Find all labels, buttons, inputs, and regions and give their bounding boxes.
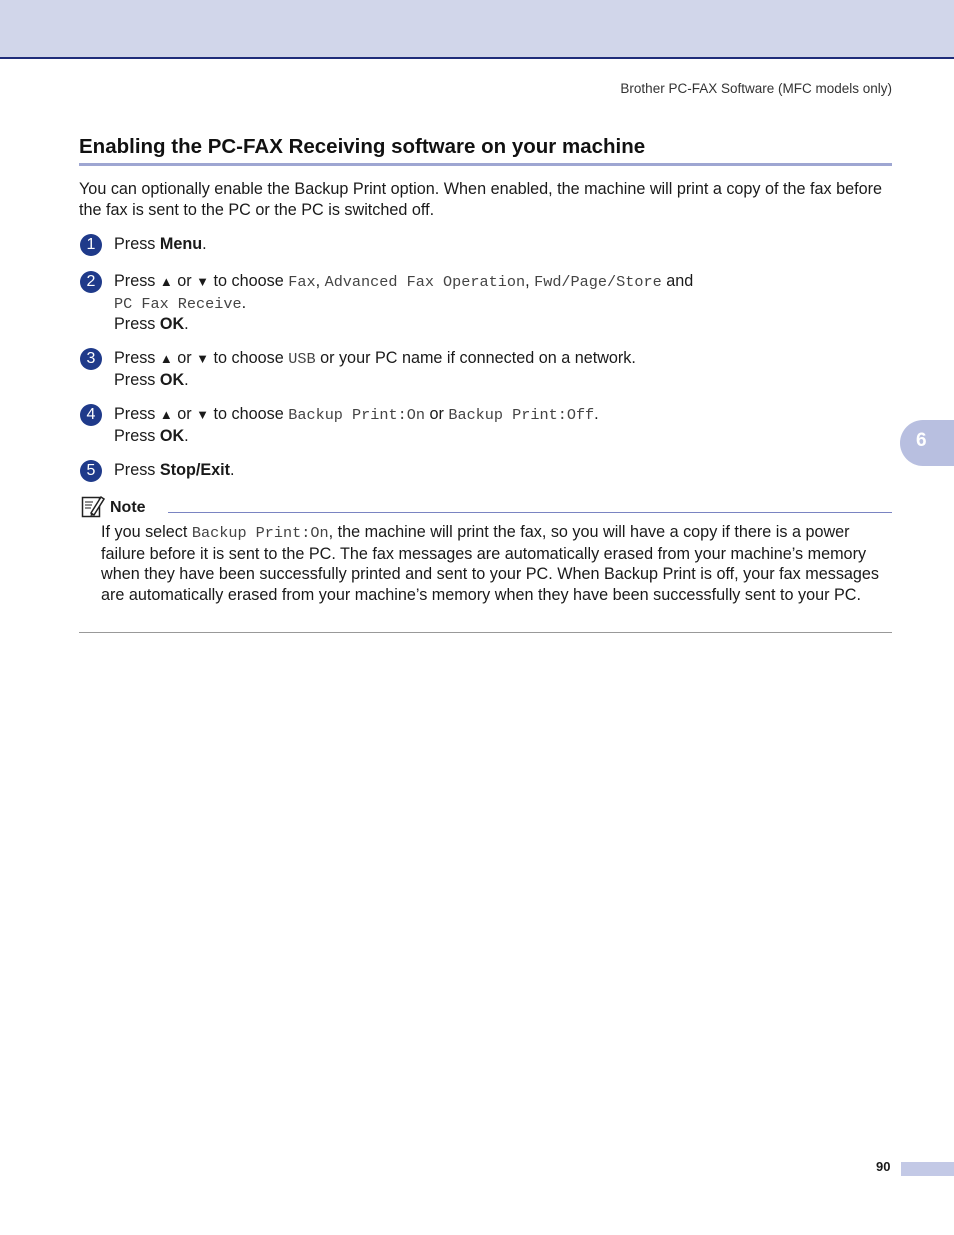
step-text-part: .: [184, 426, 189, 445]
step-text-part: .: [184, 315, 189, 333]
note-text-part: If you select: [101, 523, 192, 541]
step-text: [114, 348, 874, 390]
note-pencil-icon: [81, 494, 105, 518]
note-text: [101, 522, 891, 605]
menu-option: USB: [288, 350, 316, 368]
up-arrow-icon: ▲: [159, 351, 173, 366]
note-label: Note: [110, 499, 146, 516]
chapter-number: 6: [916, 430, 927, 451]
note-divider: [168, 512, 892, 513]
down-arrow-icon: ▼: [196, 351, 210, 366]
step-text-part: Press: [114, 272, 160, 290]
ok-key-label: OK: [159, 426, 185, 445]
step-text-part: .: [594, 405, 599, 423]
running-header: Brother PC-FAX Software (MFC models only): [620, 81, 892, 96]
note-text-part: , the machine will print the fax, so you will have a copy if there is a power failure before it is sent to the PC. The fax messages are automatically erased from your machine’s memory when they have been successfully printed and sent to your PC. When Backup Print is off, your fax messages are automatically erased from your machine’s memory when they have been successfully sent to your PC.: [101, 523, 880, 604]
menu-option: Advanced Fax Operation: [324, 273, 526, 291]
step-number-badge: 2: [80, 271, 102, 293]
menu-option: Backup Print:On: [288, 406, 425, 424]
section-title: Enabling the PC-FAX Receiving software on your machine: [79, 135, 892, 166]
step-text-part: ,: [315, 272, 325, 290]
menu-option: Backup Print:On: [191, 524, 329, 542]
step-text-part: Press: [114, 370, 160, 389]
step-text-part: or: [172, 349, 197, 367]
step-text-part: ,: [525, 272, 535, 290]
step-text-part: .: [241, 293, 247, 312]
header-band: [0, 0, 954, 59]
step-text: [114, 404, 874, 446]
stop-exit-key-label: Stop/Exit: [159, 461, 231, 479]
step-text-part: .: [202, 235, 207, 253]
ok-key-label: OK: [159, 315, 185, 333]
step-text-part: or: [172, 272, 197, 290]
intro-paragraph: You can optionally enable the Backup Print option. When enabled, the machine will print a copy of the fax before the fax is sent to the PC or the PC is switched off.: [79, 180, 882, 219]
page-number-bar: [901, 1162, 954, 1176]
step-text: [114, 234, 874, 255]
step-text-part: to choose: [209, 349, 289, 367]
step-text: [114, 271, 874, 335]
step-text-part: and: [661, 272, 694, 290]
menu-option: Fwd/Page/Store: [534, 273, 662, 291]
menu-option: Fax: [288, 273, 316, 291]
step-text-part: or: [424, 405, 449, 423]
menu-option: PC Fax Receive: [114, 294, 242, 313]
down-arrow-icon: ▼: [196, 407, 210, 422]
step-text-part: to choose: [209, 272, 289, 290]
step-text-part: Press: [114, 405, 160, 423]
up-arrow-icon: ▲: [159, 274, 173, 289]
ok-key-label: OK: [159, 370, 185, 389]
step-number-badge: 4: [80, 404, 102, 426]
up-arrow-icon: ▲: [159, 407, 173, 422]
step-text-part: Press: [114, 315, 160, 333]
step-text-part: Press: [114, 349, 160, 367]
chapter-tab: [900, 420, 954, 466]
menu-key-label: Menu: [159, 235, 203, 253]
step-text-part: Press: [114, 461, 160, 479]
step-number-badge: 5: [80, 460, 102, 482]
step-number-badge: 3: [80, 348, 102, 370]
step-text-part: .: [184, 370, 189, 389]
step-text: [114, 460, 874, 481]
step-text-part: Press: [114, 235, 160, 253]
step-text-part: Press: [114, 426, 160, 445]
step-number-badge: 1: [80, 234, 102, 256]
step-text-part: or your PC name if connected on a network.: [315, 349, 636, 367]
note-bottom-divider: [79, 632, 892, 633]
menu-option: Backup Print:Off: [448, 406, 595, 424]
step-text-part: to choose: [209, 405, 289, 423]
page-number: 90: [876, 1159, 891, 1174]
down-arrow-icon: ▼: [196, 274, 210, 289]
step-text-part: .: [230, 461, 235, 479]
step-text-part: or: [172, 405, 197, 423]
